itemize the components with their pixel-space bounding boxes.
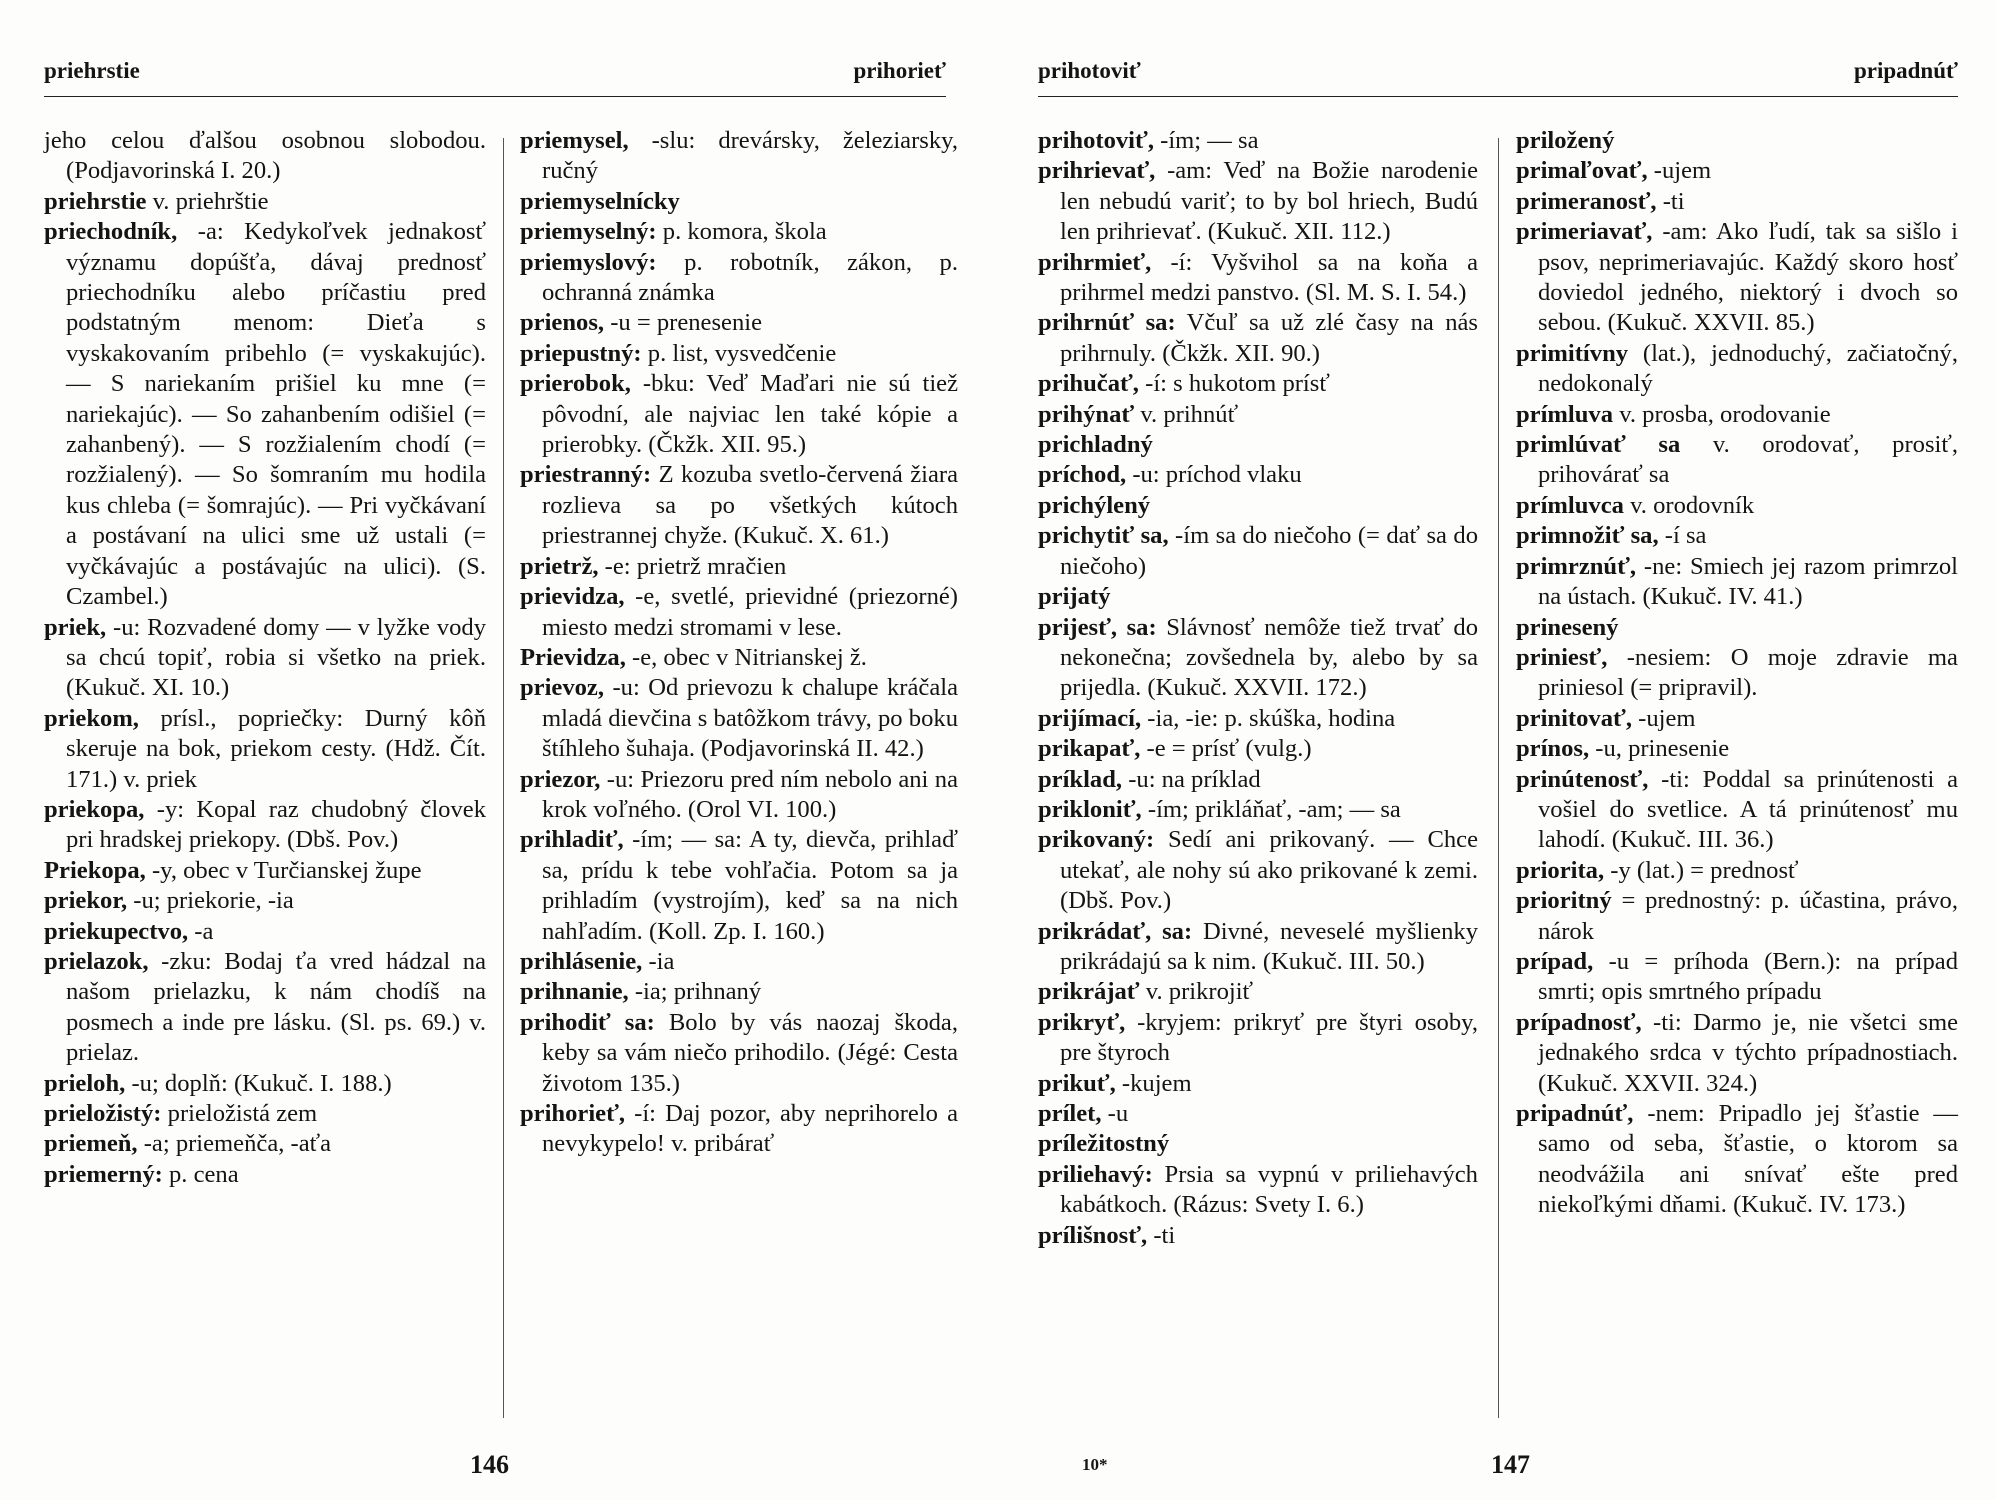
entry-text: -ím; — sa	[1160, 127, 1259, 154]
entry-headword: prielazok,	[44, 947, 149, 975]
entry-text: Včuľ sa už zlé časy na nás prihrnuly. (Čkžk. XII. 90.)	[1060, 309, 1478, 367]
entry-text: -am: Ako ľudí, tak sa sišlo i psov, neprimeriavajúc. Každý skoro hosť doviedol jedného, niektorý i dvoch so sebou. (Kukuč. XXVII. 85.)	[1538, 218, 1958, 337]
dictionary-entry	[520, 126, 958, 187]
entry-headword: prikuť,	[1038, 1069, 1116, 1097]
entry-text: -í sa	[1664, 522, 1707, 550]
entry-text: -e, svetlé, prievidné (priezorné) miesto medzi stromami v lese.	[542, 583, 958, 641]
entry-headword: prihnanie,	[520, 978, 629, 1006]
entry-text: jeho celou ďalšou osobnou slobodou. (Podjavorinská I. 20.)	[44, 127, 486, 185]
entry-text: (lat.), jednoduchý, začiatočný, nedokonalý	[1538, 339, 1958, 398]
entry-headword: prieložistý:	[44, 1100, 162, 1127]
entry-headword: prikloniť,	[1038, 795, 1142, 823]
entry-headword: Priekopa,	[44, 856, 146, 884]
dictionary-entry	[1038, 491, 1478, 521]
entry-text: p. list, vysvedčenie	[647, 339, 837, 367]
entry-text: -e = prísť (vulg.)	[1146, 735, 1312, 763]
dictionary-entry	[1516, 339, 1958, 400]
dictionary-entry	[44, 1099, 486, 1129]
entry-text: -u = prenesenie	[610, 309, 763, 337]
entry-text: -e: prietrž mračien	[604, 552, 787, 580]
dictionary-entry	[520, 552, 958, 582]
entry-text: p. robotník, zákon, p. ochranná známka	[542, 248, 958, 307]
dictionary-entry	[1516, 856, 1958, 886]
dictionary-entry	[44, 917, 486, 947]
entry-text: Slávnosť nemôže tiež trvať do nekonečna; zovšednela by, alebo by sa prijedla. (Kukuč. XXVII. 172.)	[1060, 613, 1478, 702]
dictionary-entry	[520, 1008, 958, 1099]
right-page	[998, 0, 1996, 1500]
entry-text: -ti	[1662, 187, 1685, 215]
entry-headword: prílet,	[1038, 1100, 1102, 1127]
dictionary-entry	[1038, 126, 1478, 156]
dictionary-entry	[1516, 552, 1958, 613]
entry-text: -ti: Poddal sa prinútenosti a vošiel do svetlice. A tá prinútenosť mu lahodí. (Kukuč. III. 36.)	[1538, 765, 1959, 854]
dictionary-entry	[1038, 704, 1478, 734]
dictionary-entry	[1038, 521, 1478, 582]
dictionary-entry	[520, 308, 958, 338]
entry-headword: prihlásenie,	[520, 947, 643, 975]
entry-headword: prípad,	[1516, 947, 1594, 975]
entry-headword: príchod,	[1038, 461, 1127, 489]
entry-text: v. prosba, orodovanie	[1619, 400, 1831, 428]
entry-text: -ia; prihnaný	[634, 978, 762, 1006]
dictionary-entry	[520, 1099, 958, 1160]
entry-text: -u	[1107, 1100, 1129, 1127]
dictionary-entry	[1038, 977, 1478, 1007]
dictionary-entry	[520, 582, 958, 643]
entry-text: -bku: Veď Maďari nie sú tiež pôvodní, ale najviac len také kópie a prierobky. (Čkžk. XII. 95.)	[542, 370, 958, 459]
entry-headword: prihladiť,	[520, 826, 624, 854]
entry-headword: prinesený	[1516, 613, 1619, 641]
entry-text: p. cena	[168, 1160, 239, 1188]
entry-headword: priemyselný:	[520, 218, 657, 246]
entry-headword: priniesť,	[1516, 643, 1608, 671]
entry-headword: príležitostný	[1038, 1130, 1170, 1158]
dictionary-entry	[1516, 1099, 1958, 1221]
entry-headword: prichýlený	[1038, 491, 1151, 519]
entry-headword: priepustný:	[520, 339, 642, 367]
entry-headword: primrznúť,	[1516, 552, 1637, 580]
entry-headword: primnožiť sa,	[1516, 522, 1659, 550]
entry-text: -í: s hukotom prísť	[1145, 370, 1330, 398]
dictionary-entry	[1038, 1129, 1478, 1159]
entry-headword: priemyselnícky	[520, 187, 680, 215]
entry-text: -í: Daj pozor, aby neprihorelo a nevykypelo! v. pribárať	[542, 1100, 958, 1158]
dictionary-entry	[1516, 947, 1958, 1008]
dictionary-entry	[1038, 248, 1478, 309]
dictionary-entry	[1038, 308, 1478, 369]
entry-text: -ím sa do niečoho (= dať sa do niečoho)	[1060, 522, 1478, 580]
dictionary-entry	[520, 825, 958, 947]
entry-headword: primlúvať sa	[1516, 431, 1681, 459]
entry-headword: prieloh,	[44, 1069, 126, 1097]
entry-headword: prímluvca	[1516, 491, 1624, 519]
entry-headword: primitívny	[1516, 339, 1629, 367]
entry-text: -u: Od prievozu k chalupe kráčala mladá dievčina s batôžkom trávy, po boku štíhleho šuhaja. (Podjavorinská II. 42.)	[542, 674, 958, 763]
dictionary-entry	[44, 1069, 486, 1099]
entry-headword: priehrstie	[44, 187, 147, 215]
dictionary-entry	[1038, 765, 1478, 795]
entry-text: -am: Veď na Božie narodenie len nebudú variť; to by bol hriech, Budú len prihrievať. (Kukuč. XII. 112.)	[1060, 157, 1478, 246]
page-number: 147	[1491, 1450, 1530, 1479]
entry-headword: príklad,	[1038, 765, 1123, 793]
entry-text: prieložistá zem	[167, 1100, 318, 1127]
entry-text: -zku: Bodaj ťa vred hádzal na našom prielazku, k nám chodíš na posmech a inde pre lásku. (Sl. ps. 69.) v. prielaz.	[66, 947, 487, 1067]
entry-headword: prípadnosť,	[1516, 1008, 1642, 1036]
entry-text: v. prihnúť	[1140, 400, 1239, 428]
entry-headword: prikrájať	[1038, 978, 1140, 1006]
entry-headword: prikapať,	[1038, 735, 1141, 763]
dictionary-entry	[44, 856, 486, 886]
dictionary-entry	[1516, 704, 1958, 734]
dictionary-entry	[1516, 613, 1958, 643]
header-first-word: priehrstie	[44, 58, 140, 83]
column-divider	[503, 138, 504, 1418]
entry-headword: primeriavať,	[1516, 218, 1653, 246]
running-head	[1038, 58, 1958, 98]
dictionary-entry	[44, 1160, 486, 1190]
entry-headword: priekopa,	[44, 795, 145, 823]
entry-headword: prihorieť,	[520, 1100, 626, 1127]
entry-text: -u, prinesenie	[1595, 735, 1730, 763]
entry-headword: prijesť, sa:	[1038, 613, 1157, 641]
entry-text: = prednostný: p. účastina, právo, nárok	[1538, 887, 1958, 945]
entry-headword: priliehavý:	[1038, 1160, 1153, 1188]
column-left	[1038, 126, 1478, 1251]
dictionary-entry	[1038, 369, 1478, 399]
entry-headword: priechodník,	[44, 218, 178, 246]
entry-headword: prílišnosť,	[1038, 1221, 1148, 1249]
entry-text: Z kozuba svetlo-červená žiara rozlieva sa po všetkých kútoch priestrannej chyže. (Kukuč. X. 61.)	[542, 461, 958, 550]
dictionary-entry	[520, 369, 958, 460]
entry-text: v. prikrojiť	[1145, 978, 1254, 1006]
entry-text: -y, obec v Turčianskej župe	[151, 856, 422, 884]
entry-text: -ne: Smiech jej razom primrzol na ústach. (Kukuč. IV. 41.)	[1538, 552, 1958, 611]
entry-text: -kujem	[1121, 1069, 1192, 1097]
dictionary-entry	[520, 339, 958, 369]
entry-text: v. orodovník	[1630, 491, 1755, 519]
entry-headword: prihotoviť,	[1038, 127, 1154, 154]
dictionary-entry	[44, 886, 486, 916]
entry-headword: prijatý	[1038, 583, 1111, 611]
dictionary-entry	[44, 1129, 486, 1159]
entry-text: v. orodovať, prosiť, prihovárať sa	[1538, 431, 1958, 489]
column-divider	[1498, 138, 1499, 1418]
dictionary-entry	[44, 947, 486, 1069]
dictionary-entry	[1516, 430, 1958, 491]
entry-headword: priložený	[1516, 127, 1615, 154]
dictionary-entry	[1516, 217, 1958, 339]
entry-headword: priezor,	[520, 765, 601, 793]
entry-headword: priek,	[44, 613, 107, 641]
dictionary-entry	[1038, 613, 1478, 704]
entry-headword: prietrž,	[520, 552, 599, 580]
entry-text: -ím; prikláňať, -am; — sa	[1147, 795, 1401, 823]
header-rule	[1038, 96, 1958, 97]
entry-headword: priekor,	[44, 887, 128, 915]
dictionary-entry	[1516, 491, 1958, 521]
dictionary-entry	[520, 765, 958, 826]
entry-headword: prinútenosť,	[1516, 765, 1649, 793]
entry-text: -ia	[648, 947, 675, 975]
entry-text: -nem: Pripadlo jej šťastie — samo od seba, šťastie, o ktorom sa neodvážila ani snívať ešte pred niekoľkými dňami. (Kukuč. IV. 173.)	[1538, 1100, 1958, 1219]
entry-text: p. komora, škola	[662, 218, 827, 246]
running-head	[44, 58, 946, 98]
column-left	[44, 126, 486, 1190]
entry-text: -a; priemeňča, -aťa	[143, 1130, 332, 1158]
dictionary-entry	[1516, 734, 1958, 764]
entry-text: v. priehrštie	[152, 187, 269, 215]
entry-headword: prihrievať,	[1038, 157, 1156, 185]
entry-headword: prievoz,	[520, 674, 605, 702]
entry-text: -u; doplň: (Kukuč. I. 188.)	[131, 1069, 392, 1097]
dictionary-entry	[1038, 1160, 1478, 1221]
dictionary-entry	[44, 704, 486, 795]
dictionary-entry	[44, 126, 486, 187]
entry-headword: prierobok,	[520, 370, 631, 398]
entry-headword: prievidza,	[520, 583, 625, 611]
dictionary-entry	[1516, 187, 1958, 217]
dictionary-entry	[44, 795, 486, 856]
dictionary-entry	[1516, 156, 1958, 186]
dictionary-entry	[1038, 1008, 1478, 1069]
entry-headword: prichytiť sa,	[1038, 522, 1169, 550]
entry-headword: priestranný:	[520, 461, 652, 489]
entry-headword: priemysel,	[520, 127, 629, 154]
dictionary-entry	[520, 673, 958, 764]
entry-headword: primeranosť,	[1516, 187, 1657, 215]
entry-text: Divné, neveselé myšlienky prikrádajú sa k nim. (Kukuč. III. 50.)	[1060, 917, 1478, 975]
dictionary-entry	[1038, 825, 1478, 916]
dictionary-entry	[1516, 643, 1958, 704]
entry-text: -ujem	[1638, 704, 1696, 732]
entry-headword: prikrádať, sa:	[1038, 917, 1193, 945]
entry-text: Prsia sa vypnú v priliehavých kabátkoch. (Rázus: Svety I. 6.)	[1060, 1160, 1478, 1219]
dictionary-entry	[1038, 400, 1478, 430]
dictionary-entry	[520, 248, 958, 309]
entry-text: -nesiem: O moje zdravie ma priniesol (= pripravil).	[1538, 643, 1958, 702]
entry-headword: prienos,	[520, 309, 605, 337]
dictionary-entry	[1038, 734, 1478, 764]
dictionary-entry	[520, 217, 958, 247]
header-first-word: prihotoviť	[1038, 58, 1141, 83]
dictionary-entry	[520, 460, 958, 551]
dictionary-entry	[520, 187, 958, 217]
entry-headword: prímluva	[1516, 400, 1614, 428]
dictionary-entry	[1516, 521, 1958, 551]
entry-headword: prihučať,	[1038, 370, 1139, 398]
entry-text: -slu: drevársky, železiarsky, ručný	[542, 127, 958, 185]
dictionary-entry	[1038, 795, 1478, 825]
dictionary-entry	[1038, 1099, 1478, 1129]
dictionary-entry	[1038, 1069, 1478, 1099]
entry-headword: pripadnúť,	[1516, 1100, 1634, 1127]
entry-text: -ím; — sa: A ty, dievča, prihlaď sa, prídu k tebe vohľačia. Potom sa ja prihladím (vystrojím), keď sa na nich nahľadím. (Koll. Zp. I. 160.)	[542, 826, 958, 945]
entry-headword: priemyslový:	[520, 248, 657, 276]
entry-headword: primaľovať,	[1516, 157, 1648, 185]
dictionary-entry	[1038, 917, 1478, 978]
entry-text: -u = príhoda (Bern.): na prípad smrti; opis smrtného prípadu	[1538, 947, 1958, 1006]
dictionary-entry	[44, 613, 486, 704]
column-right	[1516, 126, 1958, 1221]
dictionary-entry	[1038, 582, 1478, 612]
signature-mark: 10*	[1082, 1455, 1108, 1474]
entry-text: -u: Priezoru pred ním nebolo ani na krok voľného. (Orol VI. 100.)	[542, 765, 958, 823]
page-number: 146	[470, 1450, 509, 1479]
header-last-word: pripadnúť	[1853, 58, 1958, 83]
entry-text: -ti: Darmo je, nie všetci sme jednakého srdca v týchto prípadnostiach. (Kukuč. XXVII. 324.)	[1538, 1008, 1958, 1097]
dictionary-entry	[1516, 400, 1958, 430]
entry-headword: prihrmieť,	[1038, 248, 1152, 276]
entry-headword: prínos,	[1516, 735, 1590, 763]
entry-headword: priekom,	[44, 704, 139, 732]
entry-headword: prihýnať	[1038, 400, 1135, 428]
entry-headword: prinitovať,	[1516, 704, 1632, 732]
entry-text: -a	[194, 917, 214, 945]
entry-headword: prikovaný:	[1038, 826, 1155, 854]
entry-text: -e, obec v Nitrianskej ž.	[632, 643, 867, 671]
dictionary-entry	[1516, 126, 1958, 156]
entry-text: prísl., popriečky: Durný kôň skeruje na bok, priekom cesty. (Hdž. Čít. 171.) v. priek	[66, 704, 486, 793]
entry-headword: prijímací,	[1038, 704, 1142, 732]
entry-headword: prioritný	[1516, 887, 1612, 915]
entry-text: -u: Rozvadené domy — v lyžke vody sa chcú topiť, robia si všetko na priek. (Kukuč. XI. 10.)	[66, 613, 486, 702]
entry-headword: priemerný:	[44, 1160, 163, 1188]
entry-headword: priemeň,	[44, 1130, 138, 1158]
entry-text: Sedí ani prikovaný. — Chce utekať, ale nohy sú ako prikované k zemi. (Dbš. Pov.)	[1060, 826, 1478, 915]
dictionary-entry	[520, 977, 958, 1007]
entry-headword: Prievidza,	[520, 643, 626, 671]
entry-text: Bolo by vás naozaj škoda, keby sa vám niečo prihodilo. (Jégé: Cesta životom 135.)	[542, 1008, 958, 1097]
entry-headword: priekupectvo,	[44, 917, 189, 945]
header-last-word: prihorieť	[853, 58, 946, 83]
entry-text: -í: Vyšvihol sa na koňa a prihrmel medzi panstvo. (Sl. M. S. I. 54.)	[1060, 248, 1478, 307]
entry-headword: priorita,	[1516, 856, 1605, 884]
header-rule	[44, 96, 946, 97]
dictionary-entry	[1516, 1008, 1958, 1099]
entry-text: -kryjem: prikryť pre štyri osoby, pre štyroch	[1060, 1008, 1478, 1067]
entry-text: -ia, -ie: p. skúška, hodina	[1147, 704, 1396, 732]
dictionary-entry	[1038, 460, 1478, 490]
entry-headword: prichladný	[1038, 431, 1153, 459]
dictionary-entry	[520, 643, 958, 673]
dictionary-entry	[44, 187, 486, 217]
dictionary-entry	[1038, 156, 1478, 247]
entry-text: -u: príchod vlaku	[1132, 461, 1302, 489]
dictionary-entry	[1038, 1221, 1478, 1251]
dictionary-entry	[44, 217, 486, 612]
entry-text: -ujem	[1653, 157, 1712, 185]
dictionary-entry	[1516, 765, 1958, 856]
entry-text: -a: Kedykoľvek jednakosť významu dopúšťa, dávaj prednosť priechodníku alebo príčastiu pred podstatným menom: Dieťa s vyskakovaním pribehlo (= vyskakujúc). — S nariekaním prišiel ku mne (= nariekajúc). — So zahanbením odišiel (= zahanbený). — S rozžialením chodí (= rozžialený). — So šomraním mu hodila kus chleba (= šomrajúc). — Pri vyčkávaní a postávaní na ulici sme už ustali (= vyčkávajúc a postávajúc na ulici). (S. Czambel.)	[66, 218, 486, 611]
column-right	[520, 126, 958, 1160]
dictionary-entry	[520, 947, 958, 977]
entry-text: -u; priekorie, -ia	[133, 887, 294, 915]
entry-headword: prikryť,	[1038, 1008, 1126, 1036]
entry-text: -u: na príklad	[1128, 765, 1261, 793]
dictionary-entry	[1038, 430, 1478, 460]
entry-headword: prihrnúť sa:	[1038, 309, 1176, 337]
entry-text: -y (lat.) = prednosť	[1610, 856, 1799, 884]
entry-text: -ti	[1153, 1221, 1176, 1249]
entry-headword: prihodiť sa:	[520, 1008, 655, 1036]
dictionary-entry	[1516, 886, 1958, 947]
entry-text: -y: Kopal raz chudobný človek pri hradskej priekopy. (Dbš. Pov.)	[66, 795, 486, 854]
